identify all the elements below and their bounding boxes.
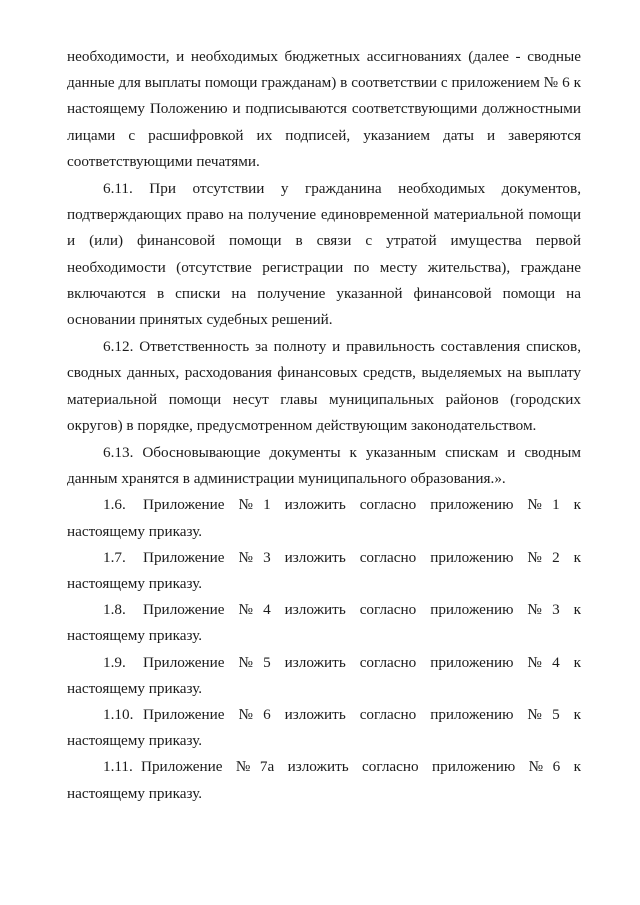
amendment-text: Приложение №3 изложить согласно приложению №2 к настоящему приказу. [67, 548, 581, 593]
amendment-text: Приложение №7а изложить согласно приложению №6 к настоящему приказу. [67, 758, 581, 802]
paragraph-continuation: необходимости, и необходимых бюджетных ассигнованиях (далее - сводные данные для выплаты помощи гражданам) в соответствии с приложением № 6 к настоящему Положению и подписываются соответствующими должностными лицами с расшифровкой их подписей, указанием даты и заверяются соответствующими печатями. [67, 48, 581, 170]
amendment-number: 1.11. [103, 758, 133, 776]
amendment-text: Приложение №4 изложить согласно приложению №3 к настоящему приказу. [67, 601, 581, 645]
paragraph-6-12: 6.12. Ответственность за полноту и правильность составления списков, сводных данных, расходования финансовых средств, выделяемых на выплату материальной помощи несут главы муниципальных районов (городских округов) в порядке, предусмотренном действующим законодательством. [67, 338, 581, 434]
amendment-1-6 [67, 492, 581, 544]
amendment-1-7 [67, 545, 581, 597]
paragraph-6-13: 6.13. Обосновывающие документы к указанным спискам и сводным данным хранятся в администрации муниципального образования.». [67, 444, 581, 488]
amendment-text: Приложение №5 изложить согласно приложению №4 к настоящему приказу. [67, 653, 581, 697]
amendment-1-9 [67, 650, 581, 702]
amendment-number: 1.10. [103, 706, 134, 724]
document-body [67, 44, 581, 807]
amendment-number: 1.9. [103, 653, 126, 671]
amendment-number: 1.8. [103, 601, 126, 619]
amendment-1-10 [67, 702, 581, 754]
amendment-number: 1.7. [103, 548, 126, 566]
amendment-text: Приложение №1 изложить согласно приложению №1 к настоящему приказу. [67, 496, 581, 540]
amendment-1-8 [67, 597, 581, 649]
amendment-text: Приложение №6 изложить согласно приложению №5 к настоящему приказу. [67, 706, 581, 750]
amendment-number: 1.6. [103, 496, 126, 514]
paragraph-6-11: 6.11. При отсутствии у гражданина необходимых документов, подтверждающих право на получение единовременной материальной помощи и (или) финансовой помощи в связи с утратой имущества первой необходимости (отсутствие регистрации по месту жительства), граждане включаются в списки на получение указанной финансовой помощи на основании принятых судебных решений. [67, 180, 581, 329]
amendment-1-11 [67, 754, 581, 806]
